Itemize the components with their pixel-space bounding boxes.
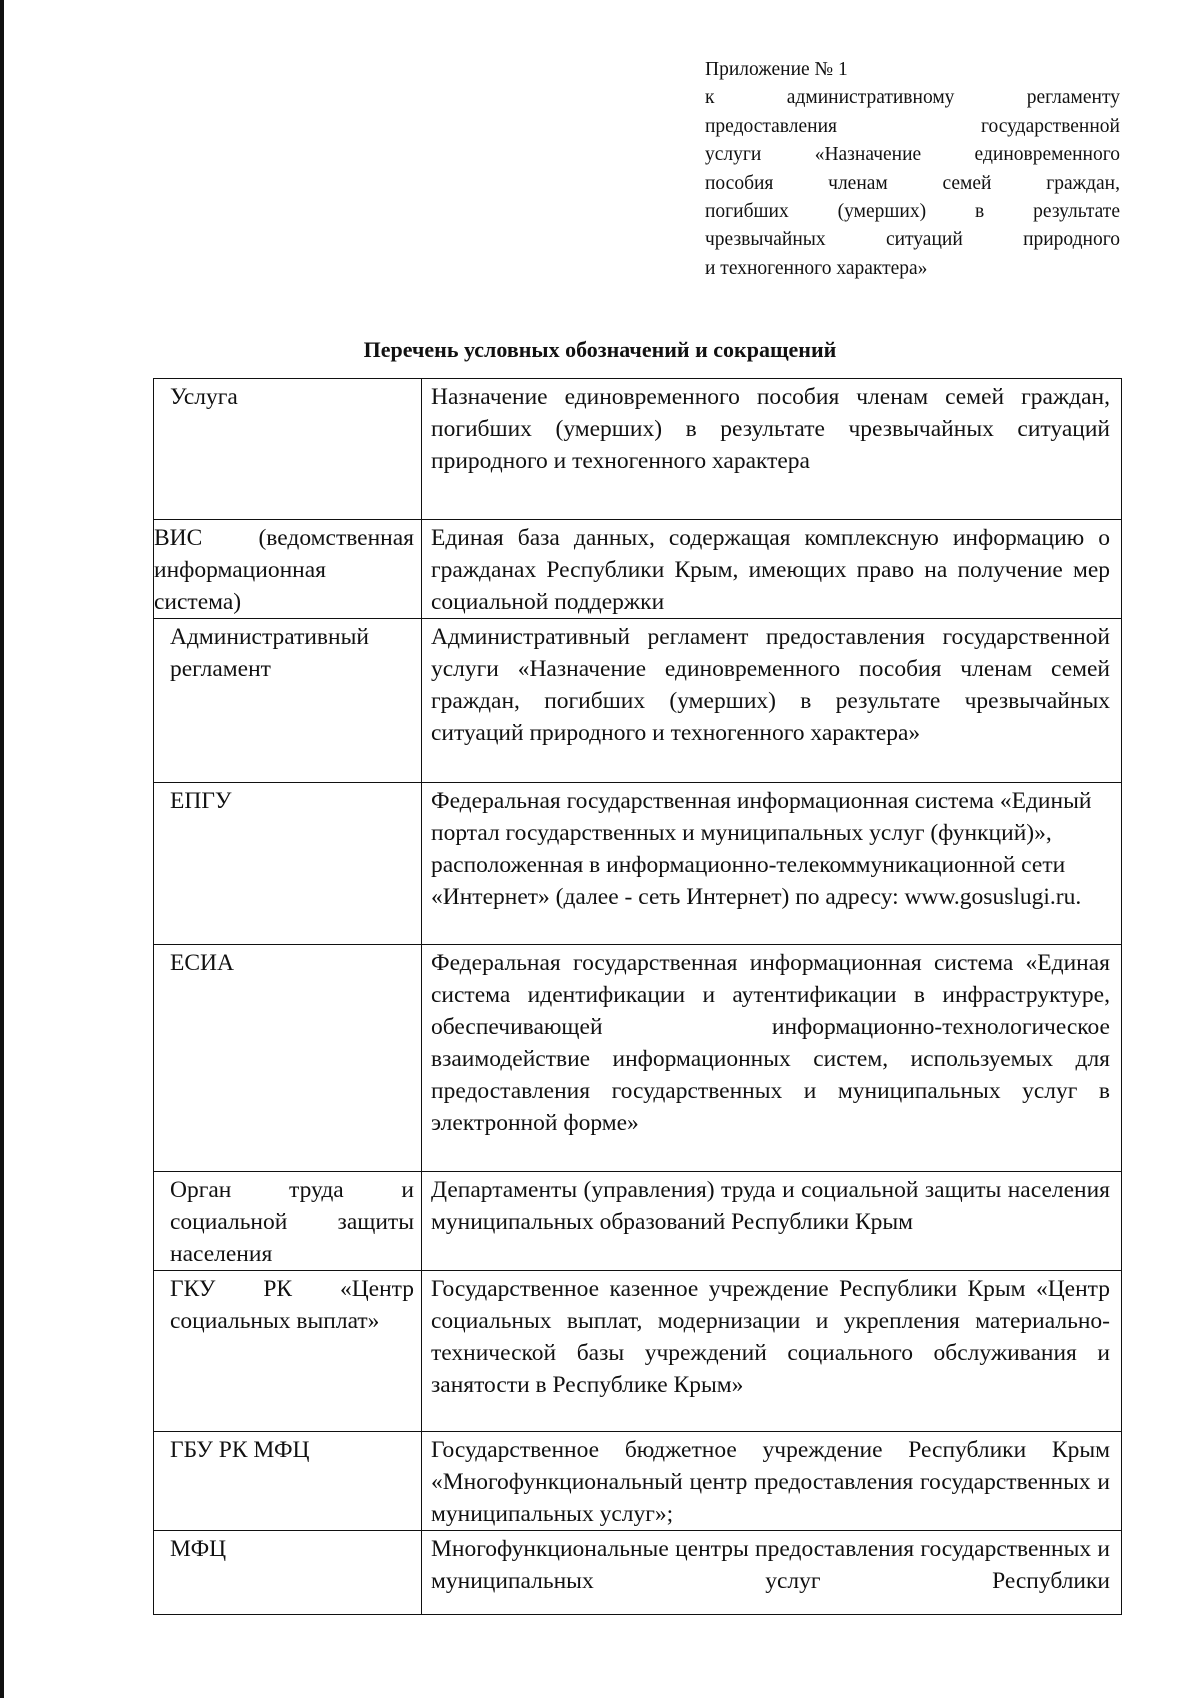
term-cell [154,520,422,619]
definition-cell [422,520,1122,619]
term-text: ВИС (ведомственная информационная система) [154,525,414,615]
definition-cell [422,1432,1122,1531]
scan-edge-line [0,0,4,1698]
term-text: Услуга [170,384,238,410]
definition-text: Единая база данных, содержащая комплексную информацию о гражданах Республики Крым, имеющих право на получение мер социальной поддержки [431,525,1110,615]
appendix-header [705,56,1120,283]
appendix-line: Приложение № 1 [705,59,848,80]
definition-cell [422,1172,1122,1271]
term-text: Административный регламент [170,624,369,682]
term-cell [154,1172,422,1271]
definition-cell [422,1271,1122,1432]
definition-cell [422,1531,1122,1615]
term-cell [154,1271,422,1432]
definition-text: Административный регламент предоставления государственной услуги «Назначение единовременного пособия членам семей граждан, погибших (умерших) в результате чрезвычайных ситуаций природного и техногенного характера» [431,624,1110,746]
definition-text: Государственное казенное учреждение Республики Крым «Центр социальных выплат, модернизации и укрепления материально-технической базы учреждений социального обслуживания и занятости в Республике Крым» [431,1276,1110,1398]
table-row [154,379,1122,520]
definition-text: Федеральная государственная информационная система «Единый портал государственных и муниципальных услуг (функций)», расположенная в информационно-телекоммуникационной сети «Интернет» (далее - сеть Интернет) по адресу: www.gosuslugi.ru. [431,788,1092,910]
definition-cell [422,945,1122,1172]
table-row [154,619,1122,783]
definition-text: Многофункциональные центры предоставления государственных и муниципальных услуг Республики [431,1536,1110,1594]
table-row [154,1172,1122,1271]
table-row [154,1432,1122,1531]
definition-text: Назначение единовременного пособия членам семей граждан, погибших (умерших) в результате чрезвычайных ситуаций природного и техногенного характера [431,384,1110,474]
appendix-line: услуги «Назначение единовременного [705,144,1120,166]
table-row [154,520,1122,619]
definition-text: Департаменты (управления) труда и социальной защиты населения муниципальных образований Республики Крым [431,1177,1110,1235]
term-text: Орган труда и социальной защиты населения [170,1177,414,1267]
term-cell [154,1531,422,1615]
appendix-line: и техногенного характера» [705,257,928,279]
abbreviations-table [153,378,1122,1615]
table-row [154,945,1122,1172]
appendix-line: к административному регламенту [705,87,1120,109]
appendix-line: пособия членам семей граждан, [705,172,1120,194]
definition-text: Федеральная государственная информационная система «Единая система идентификации и аутентификации в инфраструктуре, обеспечивающей информационно-технологическое взаимодействие информационных систем, используемых для предоставления государственных и муниципальных услуг в электронной форме» [431,950,1110,1136]
definition-cell [422,783,1122,945]
definition-cell [422,619,1122,783]
term-cell [154,379,422,520]
term-text: ГКУ РК «Центр социальных выплат» [170,1276,414,1334]
term-text: МФЦ [170,1536,227,1562]
appendix-line: погибших (умерших) в результате [705,201,1120,223]
definition-cell [422,379,1122,520]
term-text: ЕСИА [170,950,234,976]
term-cell [154,1432,422,1531]
term-text: ЕПГУ [170,788,232,814]
term-text: ГБУ РК МФЦ [170,1437,310,1463]
term-cell [154,619,422,783]
table-row [154,1271,1122,1432]
term-cell [154,945,422,1172]
document-title: Перечень условных обозначений и сокращений [363,337,837,362]
appendix-line: предоставления государственной [705,115,1120,137]
definition-text: Государственное бюджетное учреждение Республики Крым «Многофункциональный центр предоставления государственных и муниципальных услуг»; [431,1437,1110,1527]
appendix-line: чрезвычайных ситуаций природного [705,229,1120,251]
term-cell [154,783,422,945]
table-row [154,783,1122,945]
table-row [154,1531,1122,1615]
